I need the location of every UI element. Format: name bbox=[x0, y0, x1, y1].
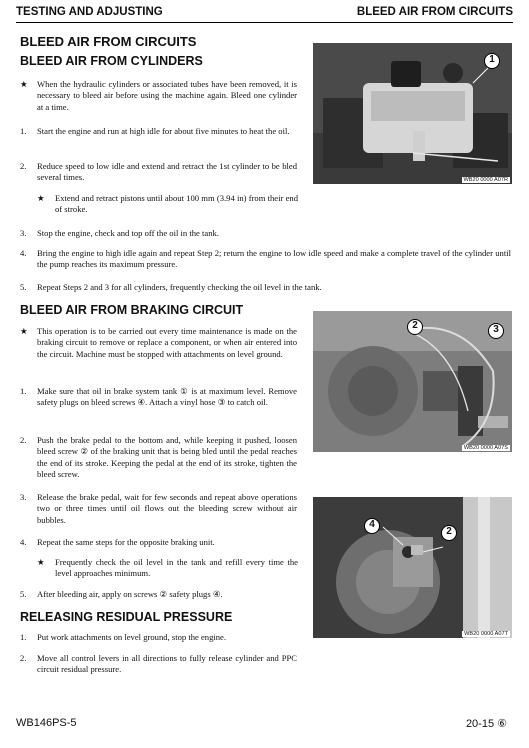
figure-brake-tank-photo bbox=[313, 43, 512, 184]
brk-step-1-num: 1. bbox=[20, 386, 27, 396]
callout-label-2b: 2 bbox=[446, 526, 452, 537]
cyl-step-1: Start the engine and run at high idle for about five minutes to heat the oil. bbox=[37, 126, 290, 136]
cyl-step-1-num: 1. bbox=[20, 126, 27, 136]
brk-step-3-num: 3. bbox=[20, 492, 27, 502]
cyl-step-3-num: 3. bbox=[20, 228, 27, 238]
brk-step-5: After bleeding air, apply on screws ② safety plugs ④. bbox=[37, 589, 223, 599]
res-step-1-num: 1. bbox=[20, 632, 27, 642]
brk-step-5-num: 5. bbox=[20, 589, 27, 599]
figure-bleed-screw-photo bbox=[313, 497, 512, 638]
cyl-step-3: Stop the engine, check and top off the oil in the tank. bbox=[37, 228, 219, 238]
braking-title: BLEED AIR FROM BRAKING CIRCUIT bbox=[20, 303, 244, 317]
callout-label-3: 3 bbox=[493, 324, 499, 335]
cyl-step-2: Reduce speed to low idle and extend and retract the 1st cylinder to be bled several times. bbox=[37, 161, 297, 183]
brk-step-2: Push the brake pedal to the bottom and, while keeping it pushed, loosen bleed screw ② of the braking unit that is being bled until the pedal reaches the end of its stroke. Keeping the pedal at the end of its stroke, tighten the bleed screw. bbox=[37, 435, 297, 480]
header-rule bbox=[16, 22, 513, 23]
brk-sub-note: Frequently check the oil level in the tank and refill every time the level approaches minimum. bbox=[55, 557, 298, 579]
figure-hose-photo bbox=[313, 311, 512, 452]
res-step-2-num: 2. bbox=[20, 653, 27, 663]
brk-step-4-num: 4. bbox=[20, 537, 27, 547]
brk-step-4: Repeat the same steps for the opposite braking unit. bbox=[37, 537, 215, 547]
callout-label-1: 1 bbox=[489, 54, 495, 65]
cyl-step-4: Bring the engine to high idle again and repeat Step 2; return the engine to low idle speed and make a complete travel of the cylinder until the pump reaches its maximum pressure. bbox=[37, 248, 511, 270]
cyl-step-5: Repeat Steps 2 and 3 for all cylinders, frequently checking the oil level in the tank. bbox=[37, 282, 322, 292]
cyl-step-4-num: 4. bbox=[20, 248, 27, 258]
cylinders-note: When the hydraulic cylinders or associated tubes have been removed, it is necessary to bleed air before using the machine again. Bleed one cylinder at a time. bbox=[37, 79, 297, 112]
braking-note: This operation is to be carried out every time maintenance is made on the braking circuit to remove or replace a component, or when air entered into the circuit. Machine must be stopped with attachments on level ground. bbox=[37, 326, 297, 359]
running-header-right: BLEED AIR FROM CIRCUITS bbox=[356, 6, 513, 18]
cylinders-title: BLEED AIR FROM CYLINDERS bbox=[20, 54, 203, 68]
cylinders-note-marker: ★ bbox=[20, 79, 28, 89]
residual-title: RELEASING RESIDUAL PRESSURE bbox=[20, 610, 233, 624]
footer-page-number: 20-15 ⑥ bbox=[465, 718, 507, 730]
cyl-sub-note-marker: ★ bbox=[37, 193, 45, 203]
brk-sub-note-marker: ★ bbox=[37, 557, 45, 567]
cyl-step-2-num: 2. bbox=[20, 161, 27, 171]
res-step-2: Move all control levers in all directions to fully release cylinder and PPC circuit residual pressure. bbox=[37, 653, 297, 675]
section-title: BLEED AIR FROM CIRCUITS bbox=[20, 34, 197, 49]
cyl-step-5-num: 5. bbox=[20, 282, 27, 292]
figure-code-a07t: WB20 0000 A07T bbox=[464, 631, 508, 637]
brk-step-2-num: 2. bbox=[20, 435, 27, 445]
running-header-left: TESTING AND ADJUSTING bbox=[16, 6, 163, 18]
callout-label-2: 2 bbox=[412, 320, 418, 331]
cyl-sub-note: Extend and retract pistons until about 100 mm (3.94 in) from their end of stroke. bbox=[55, 193, 298, 215]
brk-step-1: Make sure that oil in brake system tank ① is at maximum level. Remove safety plugs on bleed screws ④. Attach a vinyl hose ③ to catch oil. bbox=[37, 386, 297, 408]
figure-code-a07s: WB20 0000 A07S bbox=[463, 445, 508, 451]
callout-label-4: 4 bbox=[369, 519, 375, 530]
brk-step-3: Release the brake pedal, wait for few seconds and repeat above operations two or three times until oil flows out the bleeding screw without air bubbles. bbox=[37, 492, 297, 525]
figure-code-a07r: WB20 0000 A07R bbox=[463, 177, 508, 183]
footer-model: WB146PS-5 bbox=[16, 717, 77, 729]
res-step-1: Put work attachments on level ground, stop the engine. bbox=[37, 632, 227, 642]
braking-note-marker: ★ bbox=[20, 326, 28, 336]
